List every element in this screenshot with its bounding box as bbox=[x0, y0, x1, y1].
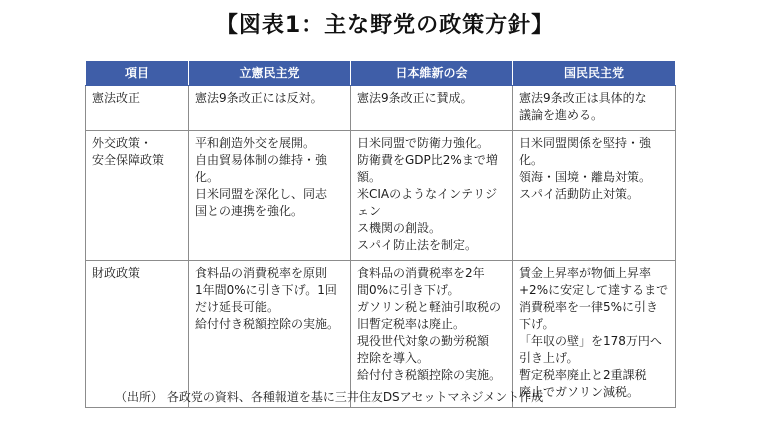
table-row-constitution bbox=[86, 86, 676, 131]
cell-line: 賃金上昇率が物価上昇率 bbox=[519, 266, 652, 280]
row-label-text: 憲法改正 bbox=[92, 91, 141, 105]
cell-cdp-constitution bbox=[189, 86, 351, 131]
cell-line: 防衛費をGDP比2%まで増 bbox=[357, 153, 498, 167]
cell-line: 食料品の消費税率を原則 bbox=[195, 266, 328, 280]
cell-dpfp-fiscal bbox=[513, 261, 676, 408]
cell-cdp-fiscal bbox=[189, 261, 351, 408]
source-note: （出所） 各政党の資料、各種報道を基に三井住友DSアセットマネジメント作成 bbox=[115, 390, 544, 404]
header-cdp: 立憲民主党 bbox=[189, 61, 351, 86]
cell-line: スパイ活動防止対策。 bbox=[519, 187, 640, 201]
cell-dpfp-constitution bbox=[513, 86, 676, 131]
cell-line: 議論を進める。 bbox=[519, 108, 604, 122]
cell-line: 廃止でガソリン減税。 bbox=[519, 385, 640, 399]
cell-line: 日米同盟を深化し、同志 bbox=[195, 187, 328, 201]
cell-line: 国との連携を強化。 bbox=[195, 204, 304, 218]
cell-line: 平和創造外交を展開。 bbox=[195, 136, 316, 150]
header-dpfp: 国民民主党 bbox=[513, 61, 676, 86]
table-header-row bbox=[86, 61, 676, 86]
table-row-fiscal bbox=[86, 261, 676, 408]
cell-line: 現役世代対象の勤労税額 bbox=[357, 334, 490, 348]
row-label-text: 安全保障政策 bbox=[92, 153, 165, 167]
header-item: 項目 bbox=[86, 61, 189, 86]
table-row-foreign-security bbox=[86, 131, 676, 261]
cell-line: +2%に安定して達するまで bbox=[519, 283, 669, 297]
cell-line: 自由貿易体制の維持・強 bbox=[195, 153, 328, 167]
cell-line: 控除を導入。 bbox=[357, 351, 430, 365]
cell-line: 消費税率を一律5%に引き bbox=[519, 300, 659, 314]
cell-line: 下げ。 bbox=[519, 317, 555, 331]
cell-line: ガソリン税と軽油引取税の bbox=[357, 300, 502, 314]
cell-line: 暫定税率廃止と2重課税 bbox=[519, 368, 647, 382]
cell-line: 間0%に引き下げ。 bbox=[357, 283, 460, 297]
row-label-fiscal bbox=[86, 261, 189, 408]
cell-line: だけ延長可能。 bbox=[195, 300, 280, 314]
cell-line: 領海・国境・離島対策。 bbox=[519, 170, 652, 184]
cell-line: 米CIAのようなインテリジェン bbox=[357, 187, 498, 218]
cell-line: 日米同盟関係を堅持・強 bbox=[519, 136, 652, 150]
cell-line: 食料品の消費税率を2年 bbox=[357, 266, 485, 280]
cell-line: ス機関の創設。 bbox=[357, 221, 442, 235]
cell-line: スパイ防止法を制定。 bbox=[357, 238, 478, 252]
cell-line: 給付付き税額控除の実施。 bbox=[357, 368, 502, 382]
cell-line: 旧暫定税率は廃止。 bbox=[357, 317, 466, 331]
cell-line: 「年収の壁」を178万円へ bbox=[519, 334, 662, 348]
cell-cdp-foreign-security bbox=[189, 131, 351, 261]
row-label-text: 外交政策・ bbox=[92, 136, 153, 150]
cell-line: 1年間0%に引き下げ。1回 bbox=[195, 283, 337, 297]
cell-line: 引き上げ。 bbox=[519, 351, 579, 365]
row-label-text: 財政政策 bbox=[92, 266, 141, 280]
cell-ishin-fiscal bbox=[351, 261, 513, 408]
cell-ishin-constitution bbox=[351, 86, 513, 131]
row-label-foreign-security bbox=[86, 131, 189, 261]
policy-table bbox=[85, 60, 676, 408]
cell-line: 憲法9条改正は具体的な bbox=[519, 91, 647, 105]
header-ishin: 日本維新の会 bbox=[351, 61, 513, 86]
cell-ishin-foreign-security bbox=[351, 131, 513, 261]
cell-dpfp-foreign-security bbox=[513, 131, 676, 261]
cell-line: 日米同盟で防衛力強化。 bbox=[357, 136, 490, 150]
cell-line: 化。 bbox=[519, 153, 544, 167]
figure-title: 【図表1：主な野党の政策方針】 bbox=[215, 13, 555, 38]
cell-line: 憲法9条改正に賛成。 bbox=[357, 91, 473, 105]
cell-line: 憲法9条改正には反対。 bbox=[195, 91, 323, 105]
row-label-constitution bbox=[86, 86, 189, 131]
cell-line: 化。 bbox=[195, 170, 220, 184]
cell-line: 額。 bbox=[357, 170, 382, 184]
cell-line: 給付付き税額控除の実施。 bbox=[195, 317, 340, 331]
